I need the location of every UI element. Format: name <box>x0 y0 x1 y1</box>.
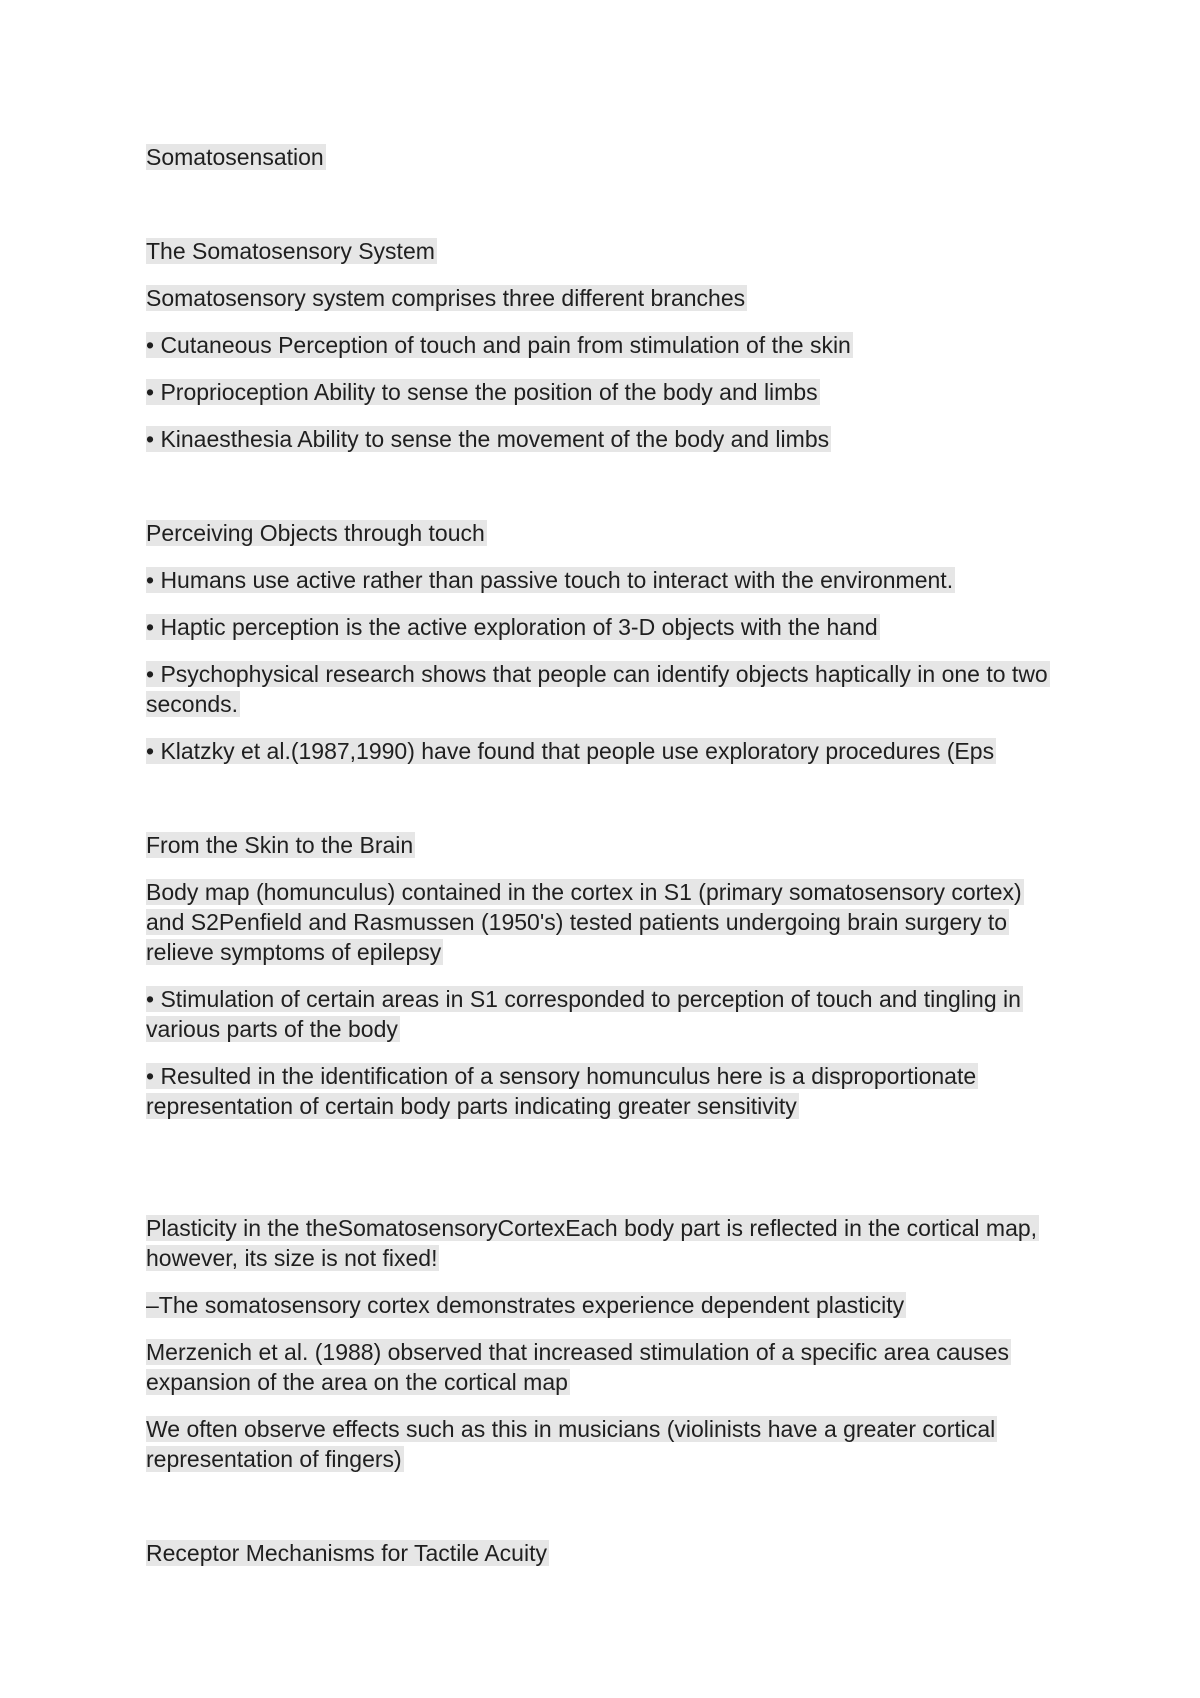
bullet-item: • Proprioception Ability to sense the position of the body and limbs <box>146 379 818 405</box>
section-heading: The Somatosensory System <box>146 238 435 264</box>
section-heading: From the Skin to the Brain <box>146 832 414 858</box>
section-heading: Perceiving Objects through touch <box>146 520 485 546</box>
bullet-item: • Cutaneous Perception of touch and pain from stimulation of the skin <box>146 332 851 358</box>
section-heading: Receptor Mechanisms for Tactile Acuity <box>146 1540 547 1566</box>
paragraph: Merzenich et al. (1988) observed that increased stimulation of a specific area causes expansion of the area on the cortical map <box>146 1339 1009 1395</box>
section-heading: Plasticity in the theSomatosensoryCortexEach body part is reflected in the cortical map, however, its size is not fixed! <box>146 1215 1038 1271</box>
bullet-item: • Haptic perception is the active exploration of 3-D objects with the hand <box>146 614 878 640</box>
document-page <box>146 142 1066 1585</box>
document-title: Somatosensation <box>146 144 324 170</box>
bullet-item: • Humans use active rather than passive touch to interact with the environment. <box>146 567 954 593</box>
bullet-item: • Kinaesthesia Ability to sense the movement of the body and limbs <box>146 426 830 452</box>
bullet-item: • Stimulation of certain areas in S1 corresponded to perception of touch and tingling in various parts of the body <box>146 986 1021 1042</box>
paragraph: Somatosensory system comprises three different branches <box>146 285 746 311</box>
bullet-item: • Klatzky et al.(1987,1990) have found that people use exploratory procedures (Eps <box>146 738 995 764</box>
paragraph: Body map (homunculus) contained in the cortex in S1 (primary somatosensory cortex) and S2Penfield and Rasmussen (1950's) tested patients undergoing brain surgery to relieve symptoms of epilepsy <box>146 879 1022 965</box>
bullet-item: • Resulted in the identification of a sensory homunculus here is a disproportionate representation of certain body parts indicating greater sensitivity <box>146 1063 977 1119</box>
paragraph: –The somatosensory cortex demonstrates experience dependent plasticity <box>146 1292 905 1318</box>
paragraph: We often observe effects such as this in musicians (violinists have a greater cortical representation of fingers) <box>146 1416 996 1472</box>
bullet-item: • Psychophysical research shows that people can identify objects haptically in one to two seconds. <box>146 661 1048 717</box>
